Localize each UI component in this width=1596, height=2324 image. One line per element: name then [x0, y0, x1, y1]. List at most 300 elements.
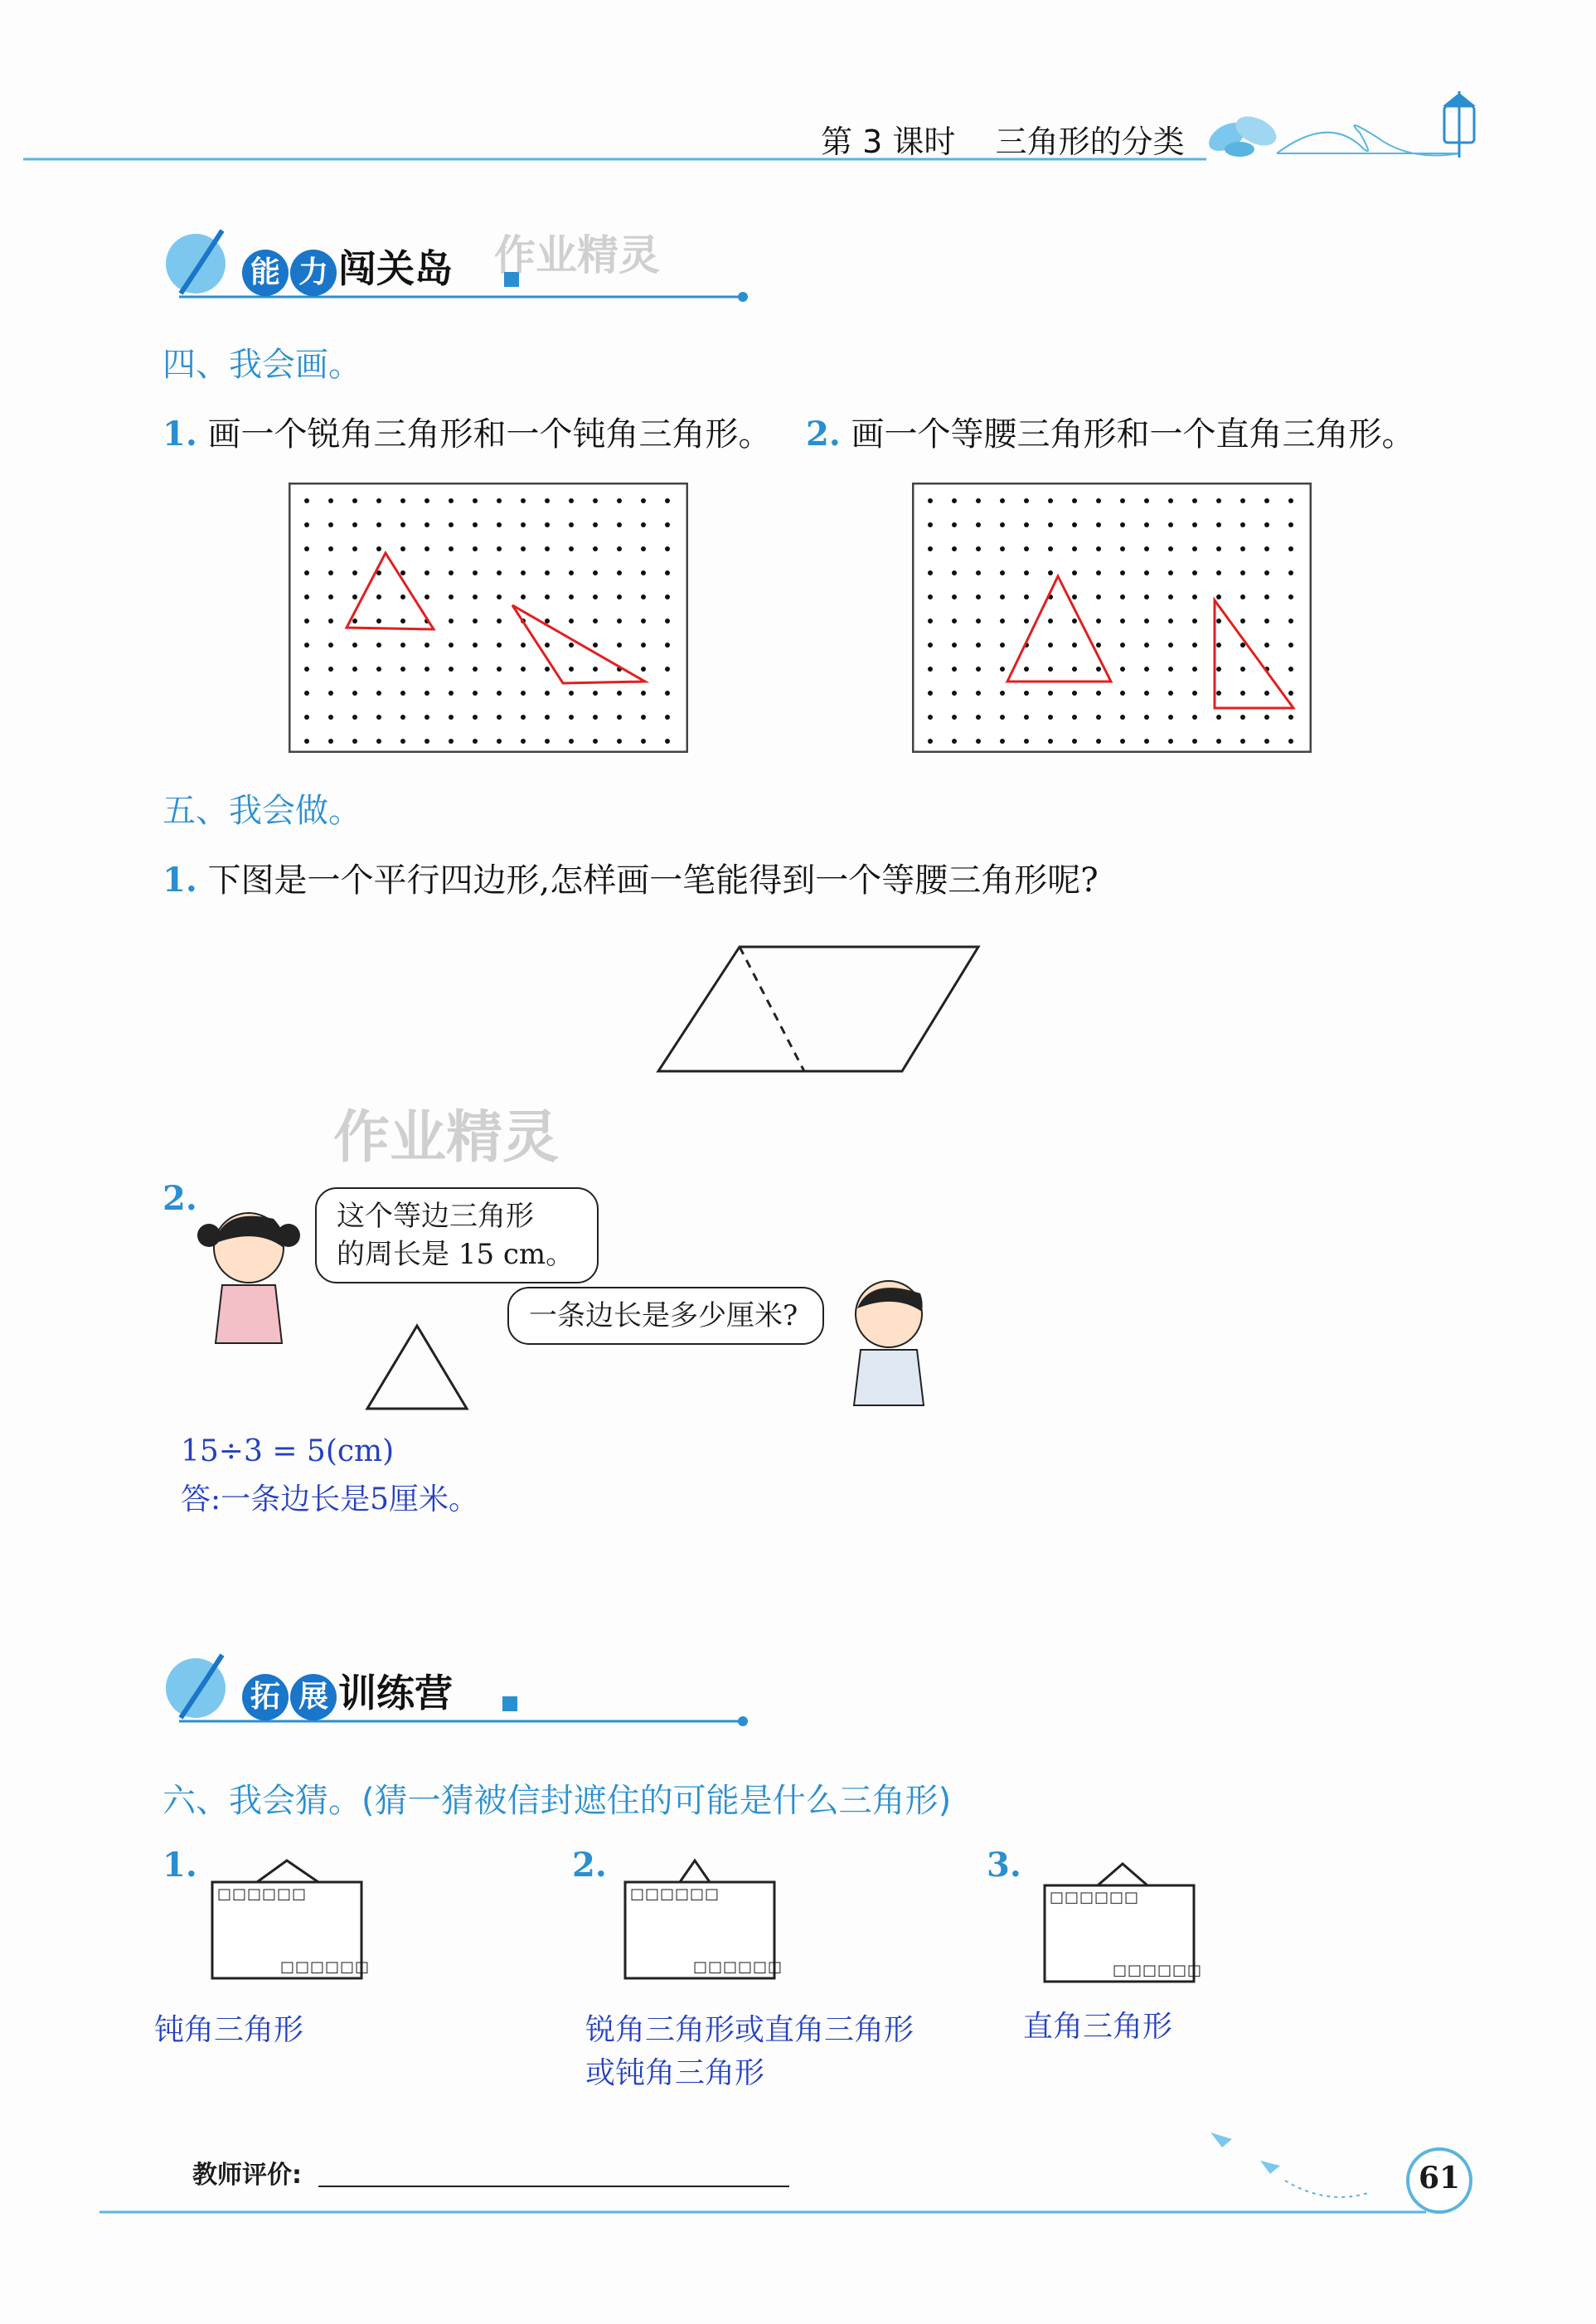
grid-dot	[1120, 570, 1125, 575]
grid-dot	[952, 570, 957, 575]
grid-dot	[424, 739, 429, 744]
grid-dot	[976, 498, 981, 503]
grid-dot	[1264, 594, 1269, 599]
grid-dot	[400, 667, 405, 672]
grid-dot	[569, 522, 574, 527]
badge-neng: 能	[242, 250, 289, 296]
bird-icon	[1260, 2161, 1280, 2174]
grid-dot	[449, 715, 454, 720]
girl-speech-bubble	[315, 1187, 599, 1283]
grid-dot	[1000, 739, 1005, 744]
grid-dot	[328, 522, 333, 527]
grid-dot	[1264, 643, 1269, 648]
grid-dot	[1024, 715, 1029, 720]
grid-dot	[328, 739, 333, 744]
grid-dot	[1096, 546, 1101, 551]
grid-dot	[928, 546, 933, 551]
grid-dot	[1120, 619, 1125, 623]
grid-dot	[352, 739, 357, 744]
grid-dot	[1024, 522, 1029, 527]
grid-dot	[569, 739, 574, 744]
grid-dot	[593, 619, 598, 623]
envelope-2-code-top: □□□□□□	[630, 1885, 720, 1903]
grid-dot	[1072, 715, 1077, 720]
grid-dot	[545, 667, 550, 672]
grid-dot	[1264, 522, 1269, 527]
grid-dot	[400, 522, 405, 527]
grid-dot	[1264, 570, 1269, 575]
girl-illustration	[191, 1202, 307, 1351]
grid-dot	[1192, 594, 1197, 599]
grid-dot	[521, 570, 526, 575]
grid-dot	[665, 522, 670, 527]
grid-dot	[1000, 570, 1005, 575]
grid-dot	[641, 643, 646, 648]
page-number: 61	[1418, 2161, 1461, 2195]
grid-dot	[665, 739, 670, 744]
grid-dot	[1168, 570, 1173, 575]
grid-dot	[1192, 498, 1197, 503]
envelope-1-code-top: □□□□□□	[217, 1885, 308, 1903]
grid-dot	[1168, 739, 1173, 744]
grid-dot	[1288, 594, 1293, 599]
grid-dot	[521, 643, 526, 648]
grid-dot	[304, 715, 309, 720]
grid-dot	[521, 667, 526, 672]
grid-dot	[545, 691, 550, 696]
grid-dot	[1168, 522, 1173, 527]
grid-dot	[1144, 715, 1149, 720]
grid-dot	[1024, 546, 1029, 551]
grid-dot	[521, 546, 526, 551]
grid-dot	[1192, 715, 1197, 720]
grid-dot	[376, 522, 381, 527]
grid-dot	[449, 619, 454, 623]
grid-dot	[1288, 619, 1293, 623]
grid-dot	[1144, 691, 1149, 696]
grid-dot	[617, 570, 622, 575]
grid-dot	[952, 594, 957, 599]
girl-bubble-line2: 的周长是 15 cm。	[337, 1238, 575, 1271]
grid-dot	[1120, 522, 1125, 527]
grid-dot	[976, 643, 981, 648]
grid-dot	[928, 739, 933, 744]
hidden-triangle-peak	[680, 1861, 710, 1882]
grid-dot	[569, 570, 574, 575]
grid-dot	[617, 498, 622, 503]
grid-dot	[473, 594, 478, 599]
grid-dot	[928, 715, 933, 720]
grid-dot	[304, 691, 309, 696]
grid-dot	[1024, 570, 1029, 575]
grid-dot	[928, 594, 933, 599]
grid-dot	[376, 546, 381, 551]
grid-dot	[521, 691, 526, 696]
grid-dot	[1192, 522, 1197, 527]
square-deco	[502, 1696, 517, 1711]
grid-dot	[1120, 667, 1125, 672]
grid-dot	[928, 570, 933, 575]
grid-dot	[1168, 691, 1173, 696]
grid-dot	[304, 619, 309, 623]
grid-dot	[1072, 546, 1077, 551]
grid-dot	[1096, 715, 1101, 720]
part-six-title: 六、我会猜。(猜一猜被信封遮住的可能是什么三角形)	[163, 1782, 952, 1820]
grid-dot	[1144, 522, 1149, 527]
grid-dot	[665, 594, 670, 599]
grid-dot	[665, 498, 670, 503]
grid-dot	[569, 691, 574, 696]
grid-dot	[1168, 546, 1173, 551]
guess-item-1-answer: 钝角三角形	[154, 2013, 304, 2047]
grid-dot	[1048, 546, 1053, 551]
grid-dot	[1048, 498, 1053, 503]
grid-dot	[328, 546, 333, 551]
grid-dot	[352, 691, 357, 696]
grid-dot	[976, 546, 981, 551]
grid-dot	[593, 691, 598, 696]
envelope-2-code-bottom: □□□□□□	[693, 1958, 783, 1976]
grid-dot	[1096, 594, 1101, 599]
grid-dot	[569, 594, 574, 599]
grid-dot	[376, 691, 381, 696]
grid-dot	[617, 546, 622, 551]
girl-bubble-line1: 这个等边三角形	[337, 1200, 534, 1233]
grid-dot	[352, 522, 357, 527]
lesson-header: 第 3 课时 三角形的分类	[821, 124, 1185, 160]
grid-dot	[976, 739, 981, 744]
dot-grid-2	[912, 483, 1312, 753]
grid-dot	[304, 594, 309, 599]
grid-dot	[521, 522, 526, 527]
grid-dot	[497, 667, 502, 672]
grid-dot	[400, 715, 405, 720]
grid-dot	[376, 594, 381, 599]
grid-dot	[424, 522, 429, 527]
part-four-q2	[806, 408, 1414, 455]
grid-dot	[617, 594, 622, 599]
grid-dot	[1072, 570, 1077, 575]
grid-dot	[449, 546, 454, 551]
grid-dot	[1216, 498, 1221, 503]
grid-dot	[1048, 691, 1053, 696]
grid-dot	[449, 522, 454, 527]
grid-dot	[352, 570, 357, 575]
grid-dot	[521, 739, 526, 744]
grid-dot	[1072, 691, 1077, 696]
grid-dot	[1168, 667, 1173, 672]
footer-decoration	[0, 2114, 1596, 2230]
envelope-1-code-bottom: □□□□□□	[280, 1958, 371, 1976]
grid-dot	[1288, 715, 1293, 720]
grid-dot	[617, 691, 622, 696]
watermark: 作业精灵	[333, 1105, 560, 1171]
hidden-triangle-peak	[1098, 1864, 1147, 1885]
grid-dot	[641, 570, 646, 575]
grid-dot	[328, 594, 333, 599]
grid-dot	[473, 498, 478, 503]
grid-dot	[1288, 522, 1293, 527]
grid-dot	[593, 715, 598, 720]
grid-dot	[1216, 715, 1221, 720]
grid-dot	[328, 667, 333, 672]
guess-item-3-answer: 直角三角形	[1023, 2010, 1173, 2044]
grid-dot	[1048, 522, 1053, 527]
grid-dot	[1000, 643, 1005, 648]
grid-dot	[304, 546, 309, 551]
answer-text: 答:一条边长是5厘米。	[181, 1482, 479, 1516]
grid-dot	[1288, 739, 1293, 744]
grid-dot	[497, 594, 502, 599]
grid-dot	[976, 619, 981, 623]
grid-dot	[1240, 570, 1245, 575]
grid-dot	[928, 522, 933, 527]
hidden-triangle-peak	[257, 1861, 318, 1882]
section-extend-rest: 训练营	[338, 1671, 453, 1715]
grid-dot	[1144, 643, 1149, 648]
grid-dot	[1288, 570, 1293, 575]
grid-dot	[641, 498, 646, 503]
q1-number: 1.	[163, 415, 197, 454]
grid-dot	[521, 498, 526, 503]
grid-dot	[569, 715, 574, 720]
grid-dot	[569, 498, 574, 503]
grid-dot	[641, 715, 646, 720]
grid-dot	[545, 522, 550, 527]
grid-dot	[1144, 570, 1149, 575]
grid-dot	[521, 715, 526, 720]
grid-dot	[1288, 498, 1293, 503]
grid-dot	[665, 715, 670, 720]
header-decoration	[0, 0, 1596, 182]
grid-dot	[449, 570, 454, 575]
grid-dot	[1072, 667, 1077, 672]
grid-dot	[1264, 739, 1269, 744]
grid-dot	[424, 546, 429, 551]
grid-dot	[1024, 594, 1029, 599]
grid-dot	[976, 570, 981, 575]
grid-dot	[1000, 498, 1005, 503]
grid-dot	[328, 643, 333, 648]
grid-dot	[1024, 691, 1029, 696]
grid-dot	[1000, 715, 1005, 720]
grid-dot	[449, 667, 454, 672]
grid-dot	[1144, 667, 1149, 672]
parallelogram-figure	[647, 937, 995, 1086]
grid-dot	[593, 546, 598, 551]
guess-item-2-answer-line2: 或钝角三角形	[585, 2056, 765, 2090]
grid-dot	[473, 546, 478, 551]
grid-dot	[1144, 498, 1149, 503]
grid-dot	[400, 619, 405, 623]
grid-dot	[1048, 667, 1053, 672]
grid-dot	[352, 546, 357, 551]
grid-dot	[1072, 594, 1077, 599]
grid-dot	[1000, 594, 1005, 599]
part-four-q1	[163, 408, 771, 455]
grid-dot	[400, 691, 405, 696]
grid-dot	[497, 498, 502, 503]
lamp-icon	[1443, 91, 1476, 158]
grid-dot	[1168, 594, 1173, 599]
grid-dot	[1048, 739, 1053, 744]
grid-dot	[641, 594, 646, 599]
grid-dot	[1144, 546, 1149, 551]
badge-zhan: 展	[290, 1674, 337, 1720]
grid-dot	[1144, 739, 1149, 744]
grid-dot	[1240, 667, 1245, 672]
grid-dot	[617, 643, 622, 648]
grid-dot	[376, 667, 381, 672]
grid-dot	[569, 667, 574, 672]
badge-li: 力	[290, 250, 337, 296]
grid-dot	[545, 739, 550, 744]
grid-dot	[952, 546, 957, 551]
grid-dot	[473, 522, 478, 527]
grid-dot	[1072, 643, 1077, 648]
grid-dot	[1264, 498, 1269, 503]
grid-dot	[352, 498, 357, 503]
grid-dot	[424, 498, 429, 503]
grid-dot	[1216, 546, 1221, 551]
grid-dot	[928, 498, 933, 503]
grid-dot	[1240, 546, 1245, 551]
grid-dot	[641, 522, 646, 527]
grid-dot	[1240, 522, 1245, 527]
grid-dot	[1216, 594, 1221, 599]
grid-dot	[497, 570, 502, 575]
envelope-3-code-top: □□□□□□	[1050, 1889, 1140, 1906]
grid-dot	[400, 546, 405, 551]
watermark: 作业精灵	[494, 231, 660, 279]
grid-dot	[1120, 498, 1125, 503]
grid-dot	[545, 594, 550, 599]
grid-dot	[617, 739, 622, 744]
grid-dot	[1096, 570, 1101, 575]
q1-text: 下图是一个平行四边形,怎样画一笔能得到一个等腰三角形呢?	[207, 861, 1099, 900]
grid-dot	[1216, 667, 1221, 672]
grid-dot	[1240, 619, 1245, 623]
grid-dot	[376, 643, 381, 648]
grid-dot	[952, 667, 957, 672]
grid-dot	[1288, 691, 1293, 696]
grid-dot	[1144, 619, 1149, 623]
grid-dot	[1288, 546, 1293, 551]
grid-dot	[424, 715, 429, 720]
boy-speech-bubble: 一条边长是多少厘米?	[507, 1287, 824, 1345]
grid-dot	[1168, 619, 1173, 623]
grid-dot	[1024, 498, 1029, 503]
grid-dot	[473, 691, 478, 696]
grid-dot	[665, 691, 670, 696]
grid-dot	[497, 522, 502, 527]
grid-dot	[1024, 739, 1029, 744]
grid-dot	[449, 691, 454, 696]
grid-dot	[545, 570, 550, 575]
badge-tuo: 拓	[242, 1674, 289, 1720]
grid-dot	[569, 546, 574, 551]
grid-dot	[1240, 498, 1245, 503]
grid-dot	[1000, 619, 1005, 623]
grid-dot	[328, 619, 333, 623]
grid-dot	[376, 715, 381, 720]
grid-dot	[304, 667, 309, 672]
grid-dot	[449, 594, 454, 599]
guess-item-1-number: 1.	[163, 1846, 197, 1885]
guess-item-3-number: 3.	[987, 1846, 1021, 1885]
q2-text: 画一个等腰三角形和一个直角三角形。	[851, 415, 1415, 454]
grid-dot	[1000, 667, 1005, 672]
grid-dot	[1264, 691, 1269, 696]
grid-dot	[545, 546, 550, 551]
section-ability-rest: 闯关岛	[338, 246, 453, 291]
grid-dot	[376, 739, 381, 744]
grid-dot	[593, 498, 598, 503]
grid-dot	[424, 594, 429, 599]
grid-dot	[400, 643, 405, 648]
grid-dot	[1264, 715, 1269, 720]
grid-dot	[497, 546, 502, 551]
grid-dot	[1048, 643, 1053, 648]
grid-dot	[424, 667, 429, 672]
grid-dot	[1216, 643, 1221, 648]
grid-dot	[593, 594, 598, 599]
grid-dot	[617, 715, 622, 720]
grid-dot	[1120, 643, 1125, 648]
grid-dot	[593, 739, 598, 744]
grid-dot	[1240, 691, 1245, 696]
grid-dot	[352, 643, 357, 648]
grid-dot	[473, 619, 478, 623]
grid-dot	[952, 643, 957, 648]
grid-dot	[1216, 739, 1221, 744]
q2-number: 2.	[806, 415, 841, 454]
answer-calculation: 15÷3 = 5(cm)	[181, 1434, 395, 1468]
grid-dot	[1264, 619, 1269, 623]
grid-dot	[400, 498, 405, 503]
grid-dot	[1168, 498, 1173, 503]
grid-dot	[1000, 546, 1005, 551]
grid-dot	[1168, 643, 1173, 648]
grid-dot	[665, 643, 670, 648]
grid-dot	[665, 570, 670, 575]
grid-dot	[304, 570, 309, 575]
grid-dot	[1096, 619, 1101, 623]
part-five-title: 五、我会做。	[163, 792, 361, 830]
grid-dot	[473, 715, 478, 720]
grid-dot	[1120, 546, 1125, 551]
grid-dot	[1096, 498, 1101, 503]
grid-dot	[497, 739, 502, 744]
grid-dot	[593, 522, 598, 527]
grid-dot	[1096, 667, 1101, 672]
grid-dot	[976, 691, 981, 696]
grid-dot	[1072, 619, 1077, 623]
boy-illustration	[837, 1269, 937, 1409]
grid-dot	[424, 643, 429, 648]
grid-dot	[545, 619, 550, 623]
teacher-evaluation-label: 教师评价:	[192, 2161, 302, 2190]
grid-dot	[641, 691, 646, 696]
grid-dot	[641, 546, 646, 551]
q1-number: 1.	[163, 861, 197, 900]
grid-dot	[497, 643, 502, 648]
grid-dot	[1240, 739, 1245, 744]
dashed-line	[740, 947, 804, 1071]
grid-dot	[449, 498, 454, 503]
grid-dot	[665, 667, 670, 672]
grid-dot	[424, 570, 429, 575]
